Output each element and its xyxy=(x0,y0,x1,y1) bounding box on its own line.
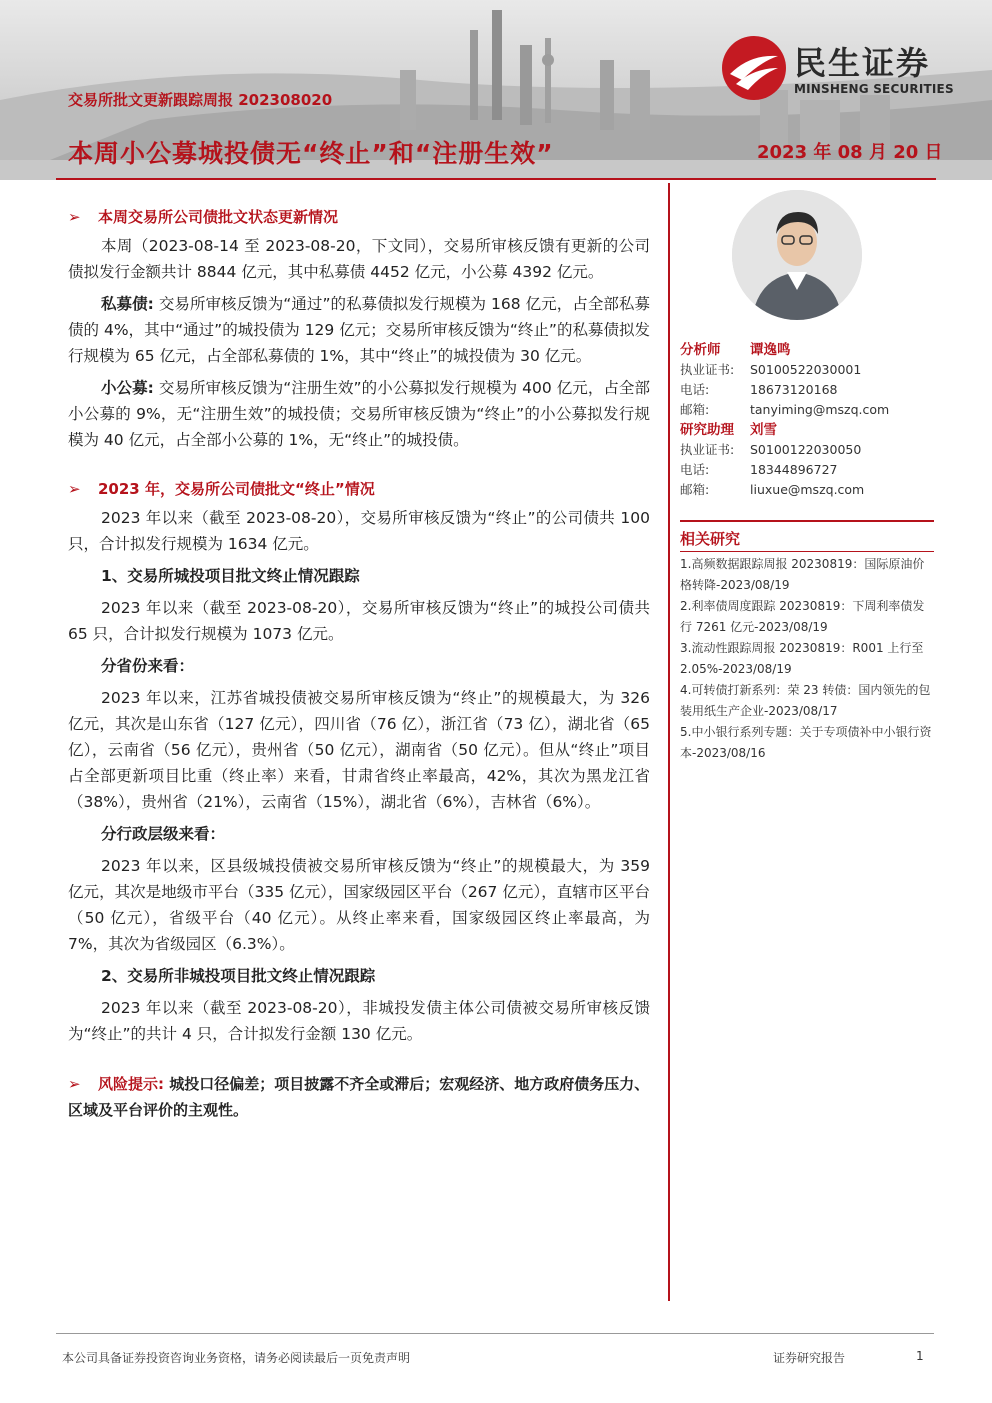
analyst-license: S0100522030001 xyxy=(750,362,862,377)
minsheng-logo-icon xyxy=(720,34,788,102)
paragraph: 2023 年以来（截至 2023-08-20），非城投发债主体公司债被交易所审核反馈为“终止”的共计 4 只，合计拟发行金额 130 亿元。 xyxy=(68,999,650,1043)
list-item[interactable]: 5.中小银行系列专题：关于专项债补中小银行资本-2023/08/16 xyxy=(680,725,932,760)
person-icon xyxy=(732,190,862,320)
logo-text-en: MINSHENG SECURITIES xyxy=(794,82,954,96)
subheading: 分省份来看： xyxy=(101,657,195,675)
list-item[interactable]: 4.可转债打新系列：荣 23 转债：国内领先的包装用纸生产企业-2023/08/17 xyxy=(680,683,931,718)
list-item[interactable]: 2.利率债周度跟踪 20230819：下周利率债发行 7261 亿元-2023/08/19 xyxy=(680,599,925,634)
analyst-label: 分析师 xyxy=(680,342,721,358)
header-banner xyxy=(0,0,992,180)
main-content xyxy=(68,205,650,1127)
footer-divider xyxy=(56,1333,934,1334)
list-item[interactable]: 3.流动性跟踪周报 20230819：R001 上行至 2.05%-2023/08/19 xyxy=(680,641,924,676)
company-logo xyxy=(720,34,970,104)
arrow-bullet-icon: ➢ xyxy=(68,480,81,498)
analyst-email[interactable]: tanyiming@mszq.com xyxy=(750,402,890,417)
subheading: 2、交易所非城投项目批文终止情况跟踪 xyxy=(101,967,376,985)
assistant-email[interactable]: liuxue@mszq.com xyxy=(750,482,865,497)
assistant-label: 研究助理 xyxy=(680,422,734,438)
footer-report-type: 证券研究报告 xyxy=(773,1351,846,1365)
subheading: 1、交易所城投项目批文终止情况跟踪 xyxy=(101,567,360,585)
header-divider xyxy=(56,178,936,180)
subheading: 分行政层级来看： xyxy=(101,825,226,843)
assistant-name: 刘雪 xyxy=(750,422,777,438)
paragraph: 本周（2023-08-14 至 2023-08-20，下文同），交易所审核反馈有更新的公司债拟发行金额共计 8844 亿元，其中私募债 4452 亿元，小公募 4392 亿元。 xyxy=(68,237,650,281)
list-item[interactable]: 1.高频数据跟踪周报 20230819：国际原油价格转降-2023/08/19 xyxy=(680,557,925,592)
report-date: 2023 年 08 月 20 日 xyxy=(757,142,943,163)
analyst-name: 谭逸鸣 xyxy=(750,342,791,358)
section-heading-weekly: ➢ 本周交易所公司债批文状态更新情况 xyxy=(68,205,650,229)
paragraph: 2023 年以来（截至 2023-08-20），交易所审核反馈为“终止”的城投公司债共 65 只，合计拟发行规模为 1073 亿元。 xyxy=(68,599,650,643)
analyst-info: 分析师 谭逸鸣 执业证书: S0100522030001 电话: 18673120168 邮箱: tanyiming@mszq.com 研究助理 刘雪 执业证书: S0100122030050 电话: 18344896727 邮箱: liuxue@mszq.com xyxy=(680,342,890,497)
page-number: 1 xyxy=(916,1349,924,1363)
assistant-phone: 18344896727 xyxy=(750,462,838,477)
paragraph: 2023 年以来，江苏省城投债被交易所审核反馈为“终止”的规模最大，为 326 亿元，其次是山东省（127 亿元），四川省（76 亿），浙江省（73 亿），湖北省（65 亿），云南省（56 亿元），贵州省（50 亿元），湖南省（50 亿元）。但从“终止”项目占全部更新项目比重（终止率）来看，甘肃省终止率最高，42%，其次为黑龙江省（38%），贵州省（21%），云南省（15%），湖北省（6%），吉林省（6%）。 xyxy=(68,689,650,811)
arrow-bullet-icon: ➢ xyxy=(68,208,81,226)
assistant-license: S0100122030050 xyxy=(750,442,862,457)
logo-text-cn: 民生证券 xyxy=(794,44,931,82)
arrow-bullet-icon: ➢ xyxy=(68,1075,81,1093)
footer-disclaimer: 本公司具备证券投资咨询业务资格，请务必阅读最后一页免责声明 xyxy=(62,1351,411,1365)
paragraph-private: 私募债: 交易所审核反馈为“通过”的私募债拟发行规模为 168 亿元，占全部私募债的 4%，其中“通过”的城投债为 129 亿元；交易所审核反馈为“终止”的私募债拟发行规模为 65 亿元，占全部私募债的 1%，其中“终止”的城投债为 30 亿元。 xyxy=(68,295,650,365)
page-title: 本周小公募城投债无“终止”和“注册生效” xyxy=(68,139,554,168)
paragraph: 2023 年以来，区县级城投债被交易所审核反馈为“终止”的规模最大，为 359 亿元，其次是地级市平台（335 亿元），国家级园区平台（267 亿元），直辖市区平台（50 亿元），省级平台（40 亿元）。从终止率来看，国家级园区终止率最高，为 7%，其次为省级园区（6.3%）。 xyxy=(68,857,650,953)
section-heading-2023: ➢ 2023 年，交易所公司债批文“终止”情况 xyxy=(68,477,650,501)
analyst-phone: 18673120168 xyxy=(750,382,838,397)
paragraph-public: 小公募: 交易所审核反馈为“注册生效”的小公募拟发行规模为 400 亿元，占全部小公募的 9%，无“注册生效”的城投债；交易所审核反馈为“终止”的小公募拟发行规模为 40 亿元，占全部小公募的 1%，无“终止”的城投债。 xyxy=(68,379,650,449)
column-divider xyxy=(668,183,670,1301)
related-research-list xyxy=(680,554,932,764)
related-research-title: 相关研究 xyxy=(680,530,741,548)
risk-warning: ➢ 风险提示: 城投口径偏差；项目披露不齐全或滞后；宏观经济、地方政府债务压力、区域及平台评价的主观性。 xyxy=(68,1071,650,1123)
series-title: 交易所批文更新跟踪周报 202308020 xyxy=(68,91,333,109)
related-divider-thin xyxy=(680,551,934,552)
analyst-avatar xyxy=(732,190,862,320)
paragraph: 2023 年以来（截至 2023-08-20），交易所审核反馈为“终止”的公司债共 100 只，合计拟发行规模为 1634 亿元。 xyxy=(68,509,650,553)
related-divider xyxy=(680,520,934,522)
